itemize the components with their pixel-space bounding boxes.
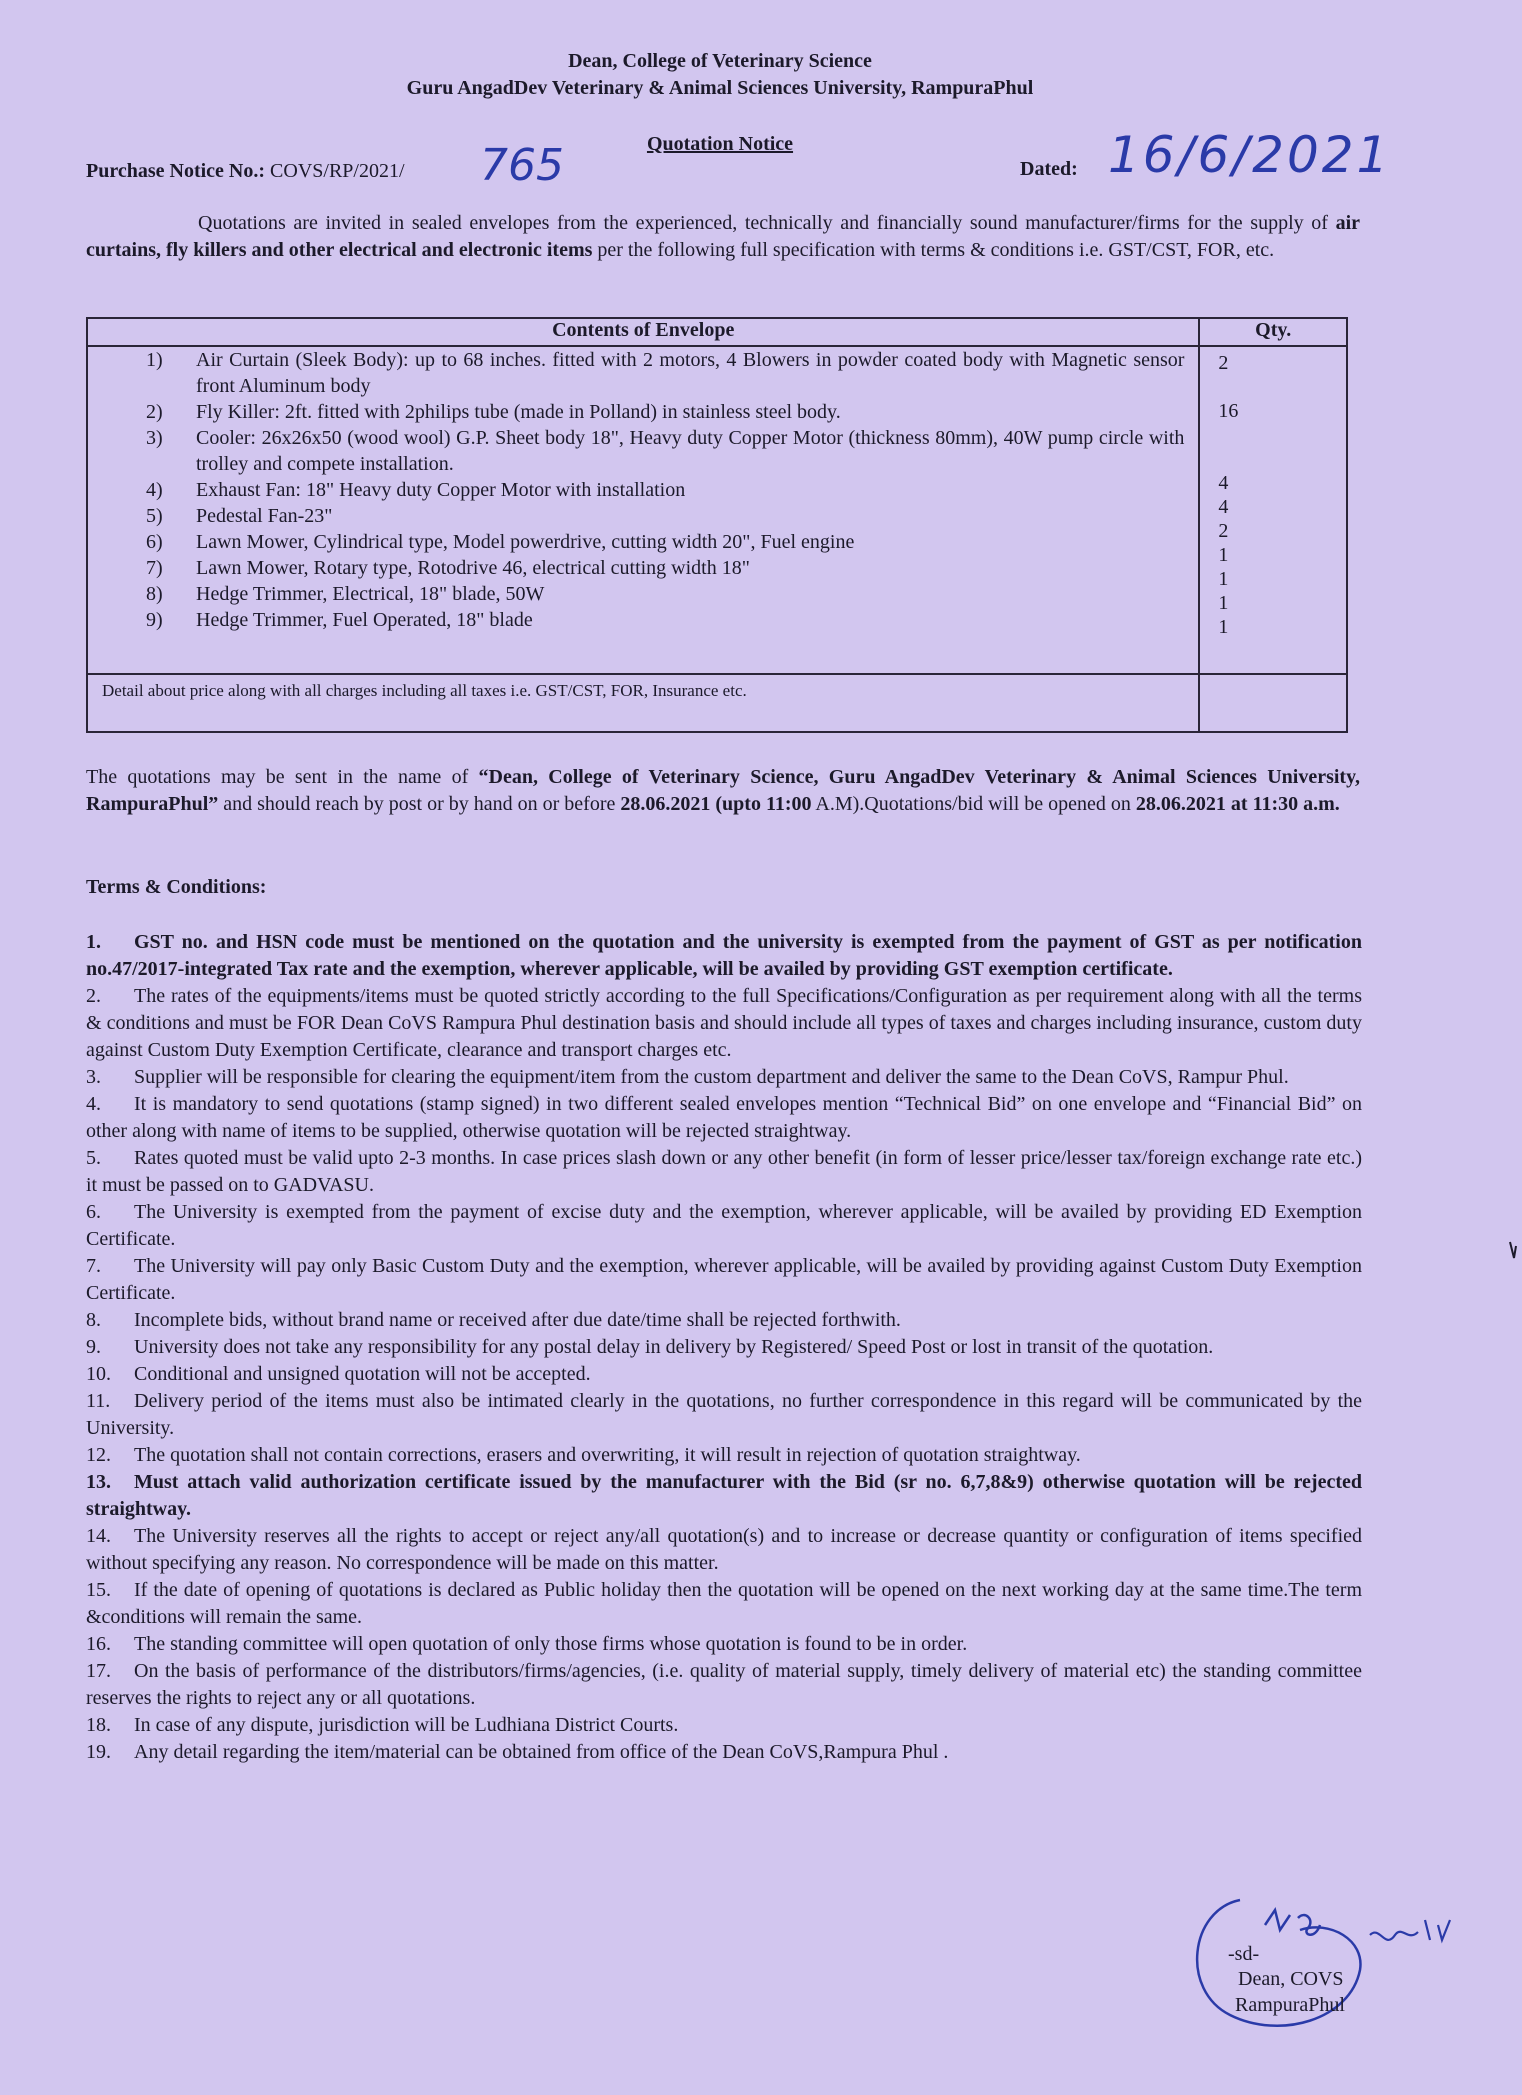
term-text: Any detail regarding the item/material can be obtained from office of the Dean CoVS,Rampura Phul . (134, 1741, 949, 1763)
signature-title: Dean, COVS (1238, 1968, 1344, 1990)
envelope-item (88, 607, 1198, 633)
term-text: If the date of opening of quotations is declared as Public holiday then the quotation will be opened on the next working day at the same time.The term &conditions will remain the same. (86, 1579, 1362, 1628)
term-number: 3. (86, 1066, 101, 1088)
notice-title: Quotation Notice (646, 133, 794, 155)
send-text-1: The quotations may be sent in the name of (86, 766, 479, 788)
header-line-1: Dean, College of Veterinary Science (568, 50, 872, 72)
term-number: 16. (86, 1633, 111, 1655)
term-item (86, 1145, 1362, 1199)
item-description: Fly Killer: 2ft. fitted with 2philips tube (made in Polland) in stainless steel body. (196, 401, 841, 423)
qty-header: Qty. (1199, 318, 1347, 346)
terms-heading: Terms & Conditions: (86, 876, 267, 898)
term-number: 11. (86, 1390, 111, 1412)
term-item (86, 1739, 1362, 1766)
term-number: 5. (86, 1147, 101, 1169)
handwritten-date: 16/6/2021 (1108, 126, 1392, 184)
item-qty: 4 (1218, 472, 1229, 494)
term-text: The standing committee will open quotation of only those firms whose quotation is found to be in order. (134, 1633, 968, 1655)
envelope-item (88, 555, 1198, 581)
terms-list (86, 929, 1362, 1766)
signature-place: RampuraPhul (1235, 1994, 1345, 2016)
term-number: 2. (86, 985, 101, 1007)
item-qty: 1 (1218, 592, 1229, 614)
item-description: Lawn Mower, Cylindrical type, Model powerdrive, cutting width 20", Fuel engine (196, 531, 855, 553)
term-item (86, 1253, 1362, 1307)
handwritten-notice-number: 765 (480, 140, 564, 191)
item-qty: 2 (1218, 520, 1229, 542)
item-number: 2) (146, 401, 163, 423)
item-number: 1) (146, 349, 163, 371)
term-item (86, 1469, 1362, 1523)
term-item (86, 1307, 1362, 1334)
term-item (86, 1064, 1362, 1091)
intro-text-2: per the following full specification with terms & conditions i.e. GST/CST, FOR, etc. (592, 239, 1275, 261)
envelope-item (88, 503, 1198, 529)
envelope-item (88, 347, 1198, 399)
purchase-notice-line (86, 160, 405, 183)
term-item (86, 1199, 1362, 1253)
term-number: 1. (86, 931, 101, 953)
term-number: 13. (86, 1471, 111, 1493)
contents-header: Contents of Envelope (87, 318, 1199, 346)
term-item (86, 1631, 1362, 1658)
item-description: Air Curtain (Sleek Body): up to 68 inches. fitted with 2 motors, 4 Blowers in powder coated body with Magnetic sensor front Aluminum body (196, 349, 1185, 397)
term-item (86, 1442, 1362, 1469)
term-number: 17. (86, 1660, 111, 1682)
intro-bold-items: air curtains, fly killers and other electrical and electronic items (86, 212, 1360, 261)
term-item (86, 1091, 1362, 1145)
term-text: University does not take any responsibility for any postal delay in delivery by Registered/ Speed Post or lost in transit of the quotation. (134, 1336, 1214, 1358)
item-number: 6) (146, 531, 163, 553)
items-list (88, 347, 1198, 633)
item-description: Lawn Mower, Rotary type, Rotodrive 46, electrical cutting width 18" (196, 557, 750, 579)
margin-mark (1508, 1240, 1518, 1260)
item-description: Hedge Trimmer, Electrical, 18" blade, 50W (196, 583, 545, 605)
term-text: On the basis of performance of the distributors/firms/agencies, (i.e. quality of material supply, timely delivery of material etc) the standing committee reserves the rights to reject any or all quotations. (86, 1660, 1362, 1709)
item-description: Hedge Trimmer, Fuel Operated, 18" blade (196, 609, 533, 631)
term-text: The quotation shall not contain corrections, erasers and overwriting, it will result in rejection of quotation straightway. (134, 1444, 1081, 1466)
item-qty: 1 (1218, 544, 1229, 566)
envelope-contents-table (86, 317, 1348, 733)
term-text: Delivery period of the items must also be intimated clearly in the quotations, no further correspondence in this regard will be communicated by the University. (86, 1390, 1362, 1439)
item-number: 3) (146, 427, 163, 449)
term-text: The University reserves all the rights to accept or reject any/all quotation(s) and to increase or decrease quantity or configuration of items specified without specifying any reason. No correspondence will be made on this matter. (86, 1525, 1362, 1574)
header-line-2: Guru AngadDev Veterinary & Animal Sciences University, RampuraPhul (406, 77, 1034, 99)
item-number: 4) (146, 479, 163, 501)
send-text-3: A.M).Quotations/bid will be opened on (811, 793, 1136, 815)
qty-list (1200, 347, 1346, 639)
purchase-notice-label: Purchase Notice No.: (86, 160, 266, 182)
item-qty: 1 (1218, 616, 1229, 638)
term-item (86, 1361, 1362, 1388)
term-number: 14. (86, 1525, 111, 1547)
term-item (86, 1712, 1362, 1739)
term-item (86, 983, 1362, 1064)
term-number: 9. (86, 1336, 101, 1358)
item-number: 8) (146, 583, 163, 605)
term-number: 18. (86, 1714, 111, 1736)
term-item (86, 929, 1362, 983)
term-text: Must attach valid authorization certificate issued by the manufacturer with the Bid (sr no. 6,7,8&9) otherwise quotation will be rejected straightway. (86, 1471, 1362, 1520)
qty-cell (1199, 346, 1347, 674)
send-opening-date: 28.06.2021 at 11:30 a.m. (1135, 793, 1340, 815)
term-text: Supplier will be responsible for clearing the equipment/item from the custom department and deliver the same to the Dean CoVS, Rampur Phul. (134, 1066, 1289, 1088)
item-description: Pedestal Fan-23" (196, 505, 333, 527)
term-text: The rates of the equipments/items must be quoted strictly according to the full Specifications/Configuration as per requirement along with all the terms & conditions and must be FOR Dean CoVS Rampura Phul destination basis and should include all types of taxes and charges including insurance, custom duty against Custom Duty Exemption Certificate, clearance and transport charges etc. (86, 985, 1362, 1061)
item-qty: 16 (1218, 400, 1239, 422)
term-item (86, 1334, 1362, 1361)
item-number: 9) (146, 609, 163, 631)
term-number: 7. (86, 1255, 101, 1277)
term-item (86, 1658, 1362, 1712)
item-description: Cooler: 26x26x50 (wood wool) G.P. Sheet body 18", Heavy duty Copper Motor (thickness 80mm), 40W pump circle with trolley and compete installation. (196, 427, 1185, 475)
send-addressee: “Dean, College of Veterinary Science, Guru AngadDev Veterinary & Animal Sciences University, RampuraPhul” (86, 766, 1360, 815)
term-item (86, 1523, 1362, 1577)
term-number: 4. (86, 1093, 101, 1115)
term-item (86, 1577, 1362, 1631)
signature-sd: -sd- (1228, 1943, 1260, 1965)
envelope-item (88, 399, 1198, 425)
send-text-2: and should reach by post or by hand on or before (218, 793, 621, 815)
intro-paragraph (86, 210, 1360, 264)
term-text: The University will pay only Basic Custom Duty and the exemption, wherever applicable, will be availed by providing against Custom Duty Exemption Certificate. (86, 1255, 1362, 1304)
item-qty: 4 (1218, 496, 1229, 518)
term-number: 10. (86, 1363, 111, 1385)
item-qty: 1 (1218, 568, 1229, 590)
envelope-item (88, 529, 1198, 555)
dated-label: Dated: (1020, 158, 1078, 180)
envelope-item (88, 477, 1198, 503)
purchase-notice-prefix: COVS/RP/2021/ (270, 160, 405, 182)
term-text: The University is exempted from the payment of excise duty and the exemption, wherever applicable, will be availed by providing ED Exemption Certificate. (86, 1201, 1362, 1250)
term-text: In case of any dispute, jurisdiction will be Ludhiana District Courts. (134, 1714, 679, 1736)
send-instructions (86, 764, 1360, 818)
item-qty: 2 (1218, 352, 1229, 374)
price-qty-cell (1199, 674, 1347, 732)
term-text: It is mandatory to send quotations (stamp signed) in two different sealed envelopes mention “Technical Bid” on one envelope and “Financial Bid” on other along with name of items to be supplied, otherwise quotation will be rejected straightway. (86, 1093, 1362, 1142)
envelope-item (88, 425, 1198, 477)
item-description: Exhaust Fan: 18" Heavy duty Copper Motor with installation (196, 479, 686, 501)
term-item (86, 1388, 1362, 1442)
items-cell (87, 346, 1199, 674)
price-note-cell: Detail about price along with all charges including all taxes i.e. GST/CST, FOR, Insurance etc. (87, 674, 1199, 732)
term-text: Rates quoted must be valid upto 2-3 months. In case prices slash down or any other benefit (in form of lesser price/lesser tax/foreign exchange rate etc.) it must be passed on to GADVASU. (86, 1147, 1362, 1196)
intro-text-1: Quotations are invited in sealed envelopes from the experienced, technically and financially sound manufacturer/firms for the supply of (198, 212, 1336, 234)
term-number: 8. (86, 1309, 101, 1331)
envelope-item (88, 581, 1198, 607)
term-text: Conditional and unsigned quotation will not be accepted. (134, 1363, 591, 1385)
term-number: 6. (86, 1201, 101, 1223)
item-number: 5) (146, 505, 163, 527)
term-number: 19. (86, 1741, 111, 1763)
term-text: GST no. and HSN code must be mentioned on the quotation and the university is exempted from the payment of GST as per notification no.47/2017-integrated Tax rate and the exemption, wherever applicable, will be availed by providing GST exemption certificate. (86, 931, 1362, 980)
item-number: 7) (146, 557, 163, 579)
term-text: Incomplete bids, without brand name or received after due date/time shall be rejected forthwith. (134, 1309, 901, 1331)
term-number: 12. (86, 1444, 111, 1466)
term-number: 15. (86, 1579, 111, 1601)
send-deadline: 28.06.2021 (upto 11:00 (620, 793, 812, 815)
